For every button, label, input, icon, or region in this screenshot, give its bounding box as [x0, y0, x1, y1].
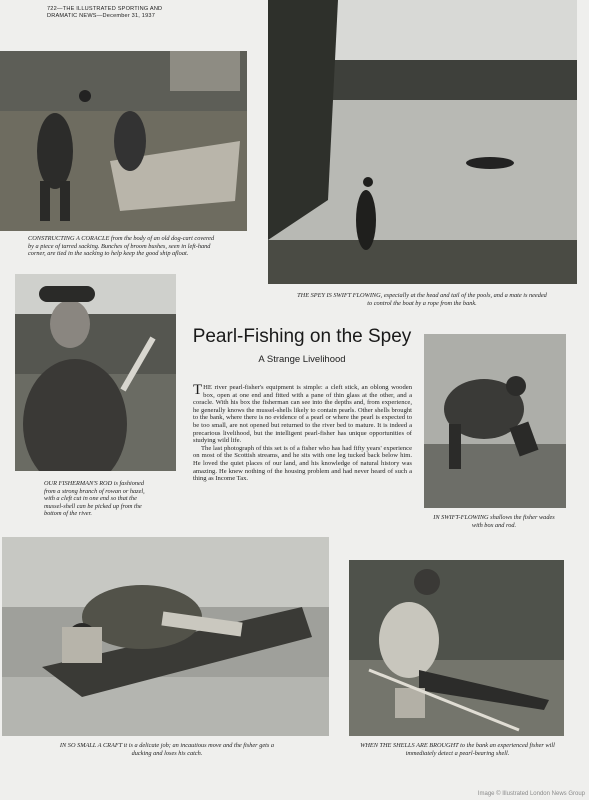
article-title: Pearl-Fishing on the Spey [192, 326, 412, 347]
caption-swift-lead: IN SWIFT-FLOWING [433, 514, 489, 521]
article-paragraph-1-text: HE river pearl-fisher's equipment is simple: a cleft stick, an oblong wooden box, open at one end and fitted with a pane of thin glass at the other, and a coracle. With his box the fisherman can see into the depths and, from experience, he generally knows the mussel-shells likely to contain pearls. Other shells brought to the bank, where there is no evidence of a pearl or where the pearl is expected to be too small, are not opened but returned to the river bed to mature. It is indeed a precarious livelihood, but the intelligent pearl-fisher has unique opportunities of studying wild life. [193, 384, 412, 445]
caption-spey [296, 292, 548, 307]
caption-rod-lead: OUR FISHERMAN'S ROD [44, 480, 113, 487]
photo-constructing-coracle [0, 51, 247, 231]
caption-spey-lead: THE SPEY IS SWIFT FLOWING, [297, 292, 383, 299]
caption-coracle-text: from the body of an old dog-cart covered by a piece of tarred sacking. Bunches of broom bushes, seen in left-hand corner, are tied in the sacking to help keep the good ship afloat. [28, 235, 215, 258]
photo-wading-shallows [424, 334, 566, 508]
article-paragraph-1 [193, 384, 412, 445]
photo-small-craft [2, 537, 329, 736]
caption-rod-text: is fashioned from a strong branch of rowan or hazel, with a cleft cut in one end so that the mussel-shell can be picked up from the bottom of the river. [44, 480, 145, 518]
drop-cap: T [193, 382, 203, 398]
article-subtitle: A Strange Livelihood [258, 354, 346, 365]
image-credit: Image © Illustrated London News Group [477, 791, 585, 797]
caption-craft-text: it is a delicate job; an incautious move and the fisher gets a ducking and loses his catch. [122, 742, 275, 757]
header-line-1: 722—THE ILLUSTRATED SPORTING AND [47, 6, 163, 12]
caption-craft-lead: IN SO SMALL A CRAFT [59, 742, 123, 749]
header-line-2: DRAMATIC NEWS—December 31, 1937 [47, 13, 156, 19]
page-header [47, 6, 162, 20]
caption-spey-text: especially at the head and tail of the pools, and a mate is needed to control the boat by a rope from the bank. [367, 292, 547, 307]
caption-swift-text: shallows the fisher wades with box and rod. [471, 514, 555, 529]
caption-rod [44, 480, 152, 518]
photo-seated-fisher [349, 560, 564, 736]
caption-coracle-lead: CONSTRUCTING A CORACLE [28, 235, 110, 242]
article-body [193, 384, 412, 483]
caption-shells [351, 742, 564, 757]
article-paragraph-2: The last photograph of this set is of a fisher who has had fifty years' experience on most of the Scottish streams, and he sits with one leg tucked back below him. He loved the quiet places of our land, and his knowledge of natural history was amazing. He knew nothing of the housing problem and had never heard of such a thing as Income Tax. [193, 444, 412, 483]
caption-coracle [28, 235, 218, 258]
caption-shells-text: to the bank an experienced fisher will immediately detect a pearl-bearing shell. [405, 742, 555, 757]
photo-fishermans-rod [15, 274, 176, 471]
caption-swift [433, 514, 555, 529]
photo-spey-river [268, 0, 577, 284]
caption-shells-lead: WHEN THE SHELLS ARE BROUGHT [360, 742, 459, 749]
caption-craft [52, 742, 282, 757]
